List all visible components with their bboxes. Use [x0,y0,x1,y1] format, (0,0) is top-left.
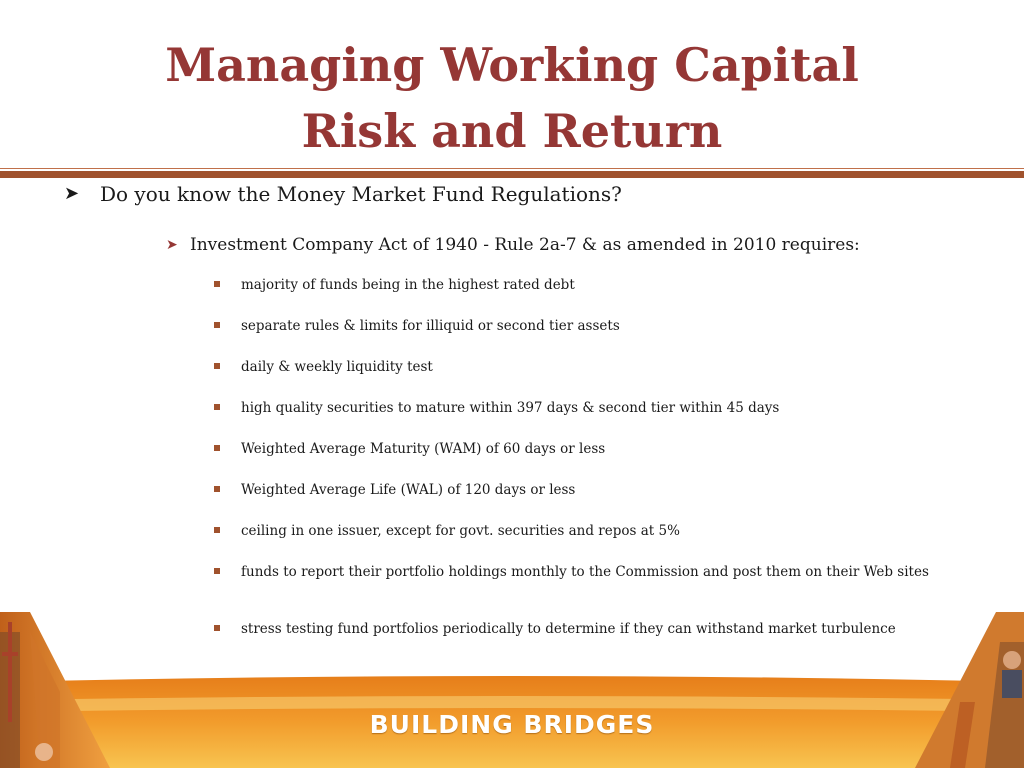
requirements-list [214,277,944,662]
square-bullet-icon [214,363,220,369]
arrow-bullet-icon: ➤ [166,237,178,253]
title-line-2: Risk and Return [301,104,723,158]
banner-title: BUILDING BRIDGES [369,710,655,739]
list-item: stress testing fund portfolios periodically to determine if they can withstand market turbulence [214,621,944,662]
list-item: Weighted Average Life (WAL) of 120 days or less [214,482,944,523]
list-item: majority of funds being in the highest rated debt [214,277,944,318]
list-item: ceiling in one issuer, except for govt. securities and repos at 5% [214,523,944,564]
arrow-bullet-icon: ➤ [64,183,80,204]
square-bullet-icon [214,568,220,574]
bullet-level-2-text: Investment Company Act of 1940 - Rule 2a-7 & as amended in 2010 requires: [190,235,860,255]
slide-title [0,32,1024,164]
square-bullet-icon [214,445,220,451]
title-divider-thin [0,168,1024,169]
building-bridges-banner [0,612,1024,768]
square-bullet-icon [214,486,220,492]
title-divider [0,171,1024,178]
list-item: funds to report their portfolio holdings monthly to the Commission and post them on their Web sites [214,564,944,621]
list-item: daily & weekly liquidity test [214,359,944,400]
square-bullet-icon [214,322,220,328]
list-item: Weighted Average Maturity (WAM) of 60 days or less [214,441,944,482]
person-photo-right [1003,651,1021,669]
title-line-1: Managing Working Capital [165,38,859,92]
square-bullet-icon [214,404,220,410]
square-bullet-icon [214,281,220,287]
bullet-level-1-text: Do you know the Money Market Fund Regulations? [100,182,622,206]
list-item: high quality securities to mature within 397 days & second tier within 45 days [214,400,944,441]
square-bullet-icon [214,527,220,533]
list-item: separate rules & limits for illiquid or second tier assets [214,318,944,359]
